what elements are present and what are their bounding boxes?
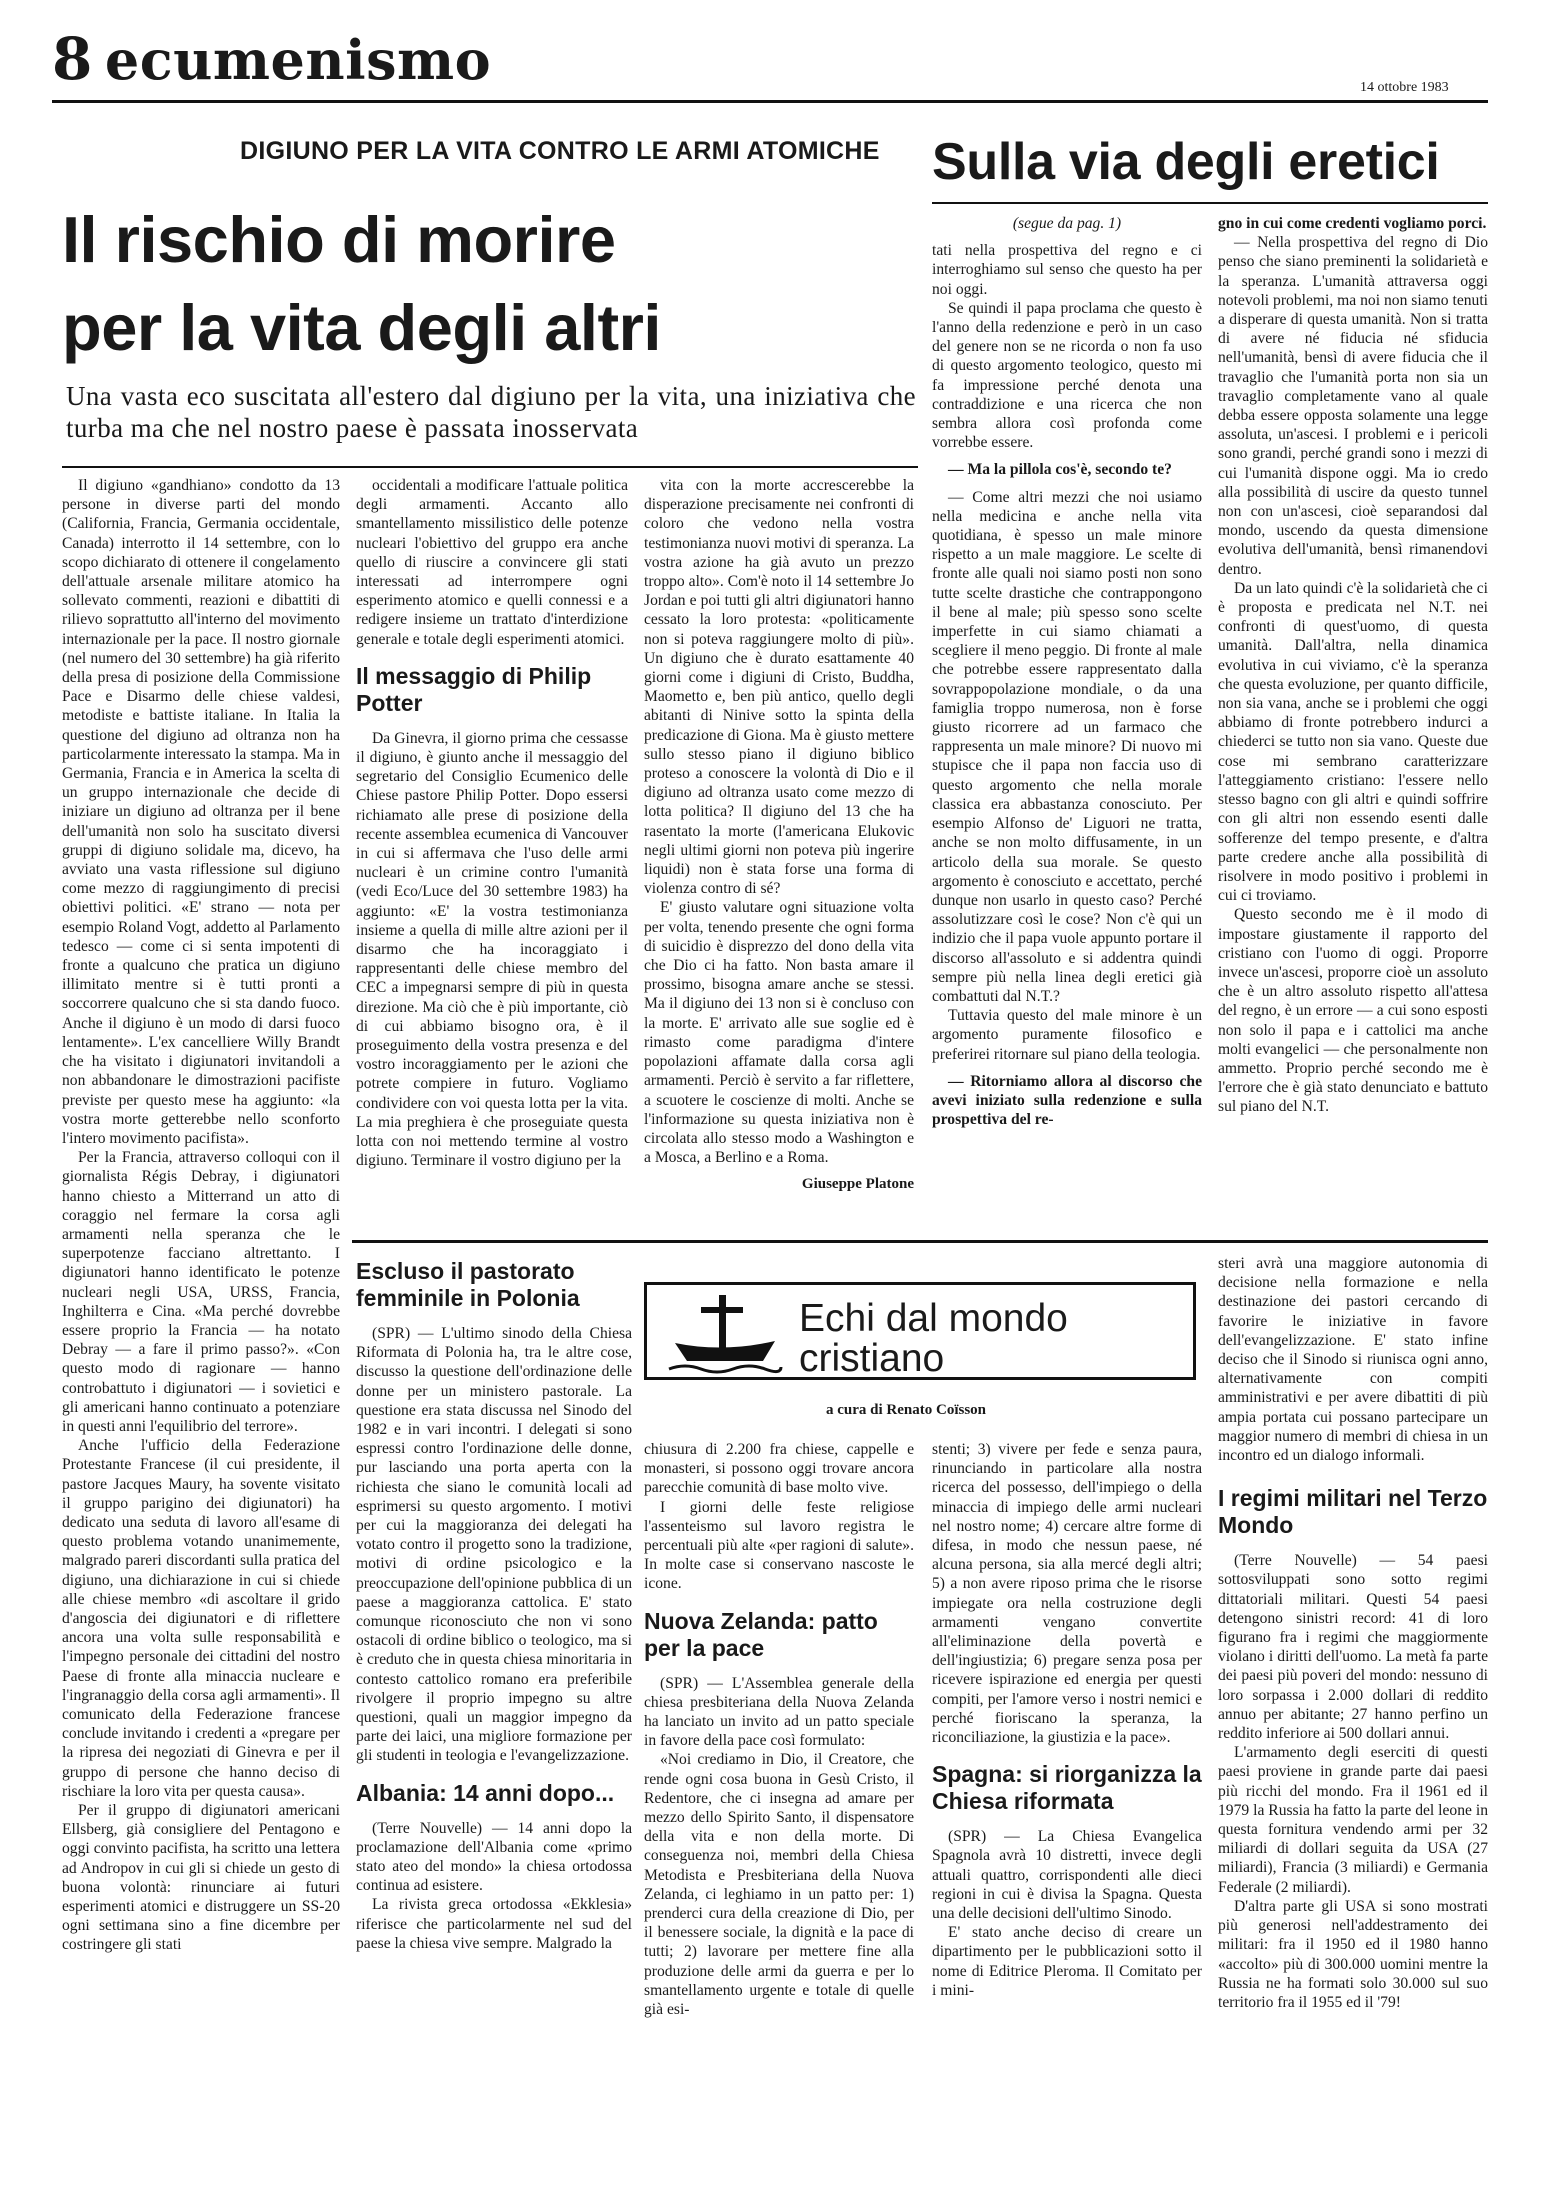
news-headline-spagna: Spagna: si riorganizza la Chiesa riformata [932, 1761, 1202, 1815]
article-headline [62, 196, 661, 372]
paragraph: vita con la morte accrescerebbe la disperazione precisamente nei confronti di coloro che vedono nella vostra testimonianza nuovi motivi di speranza. La vostra azione ha già avuto un prezzo troppo alto». Com'è noto il 14 settembre Jo Jordan e poi tutti gli altri digiunatori hanno cessato la loro protesta: «politicamente non si poteva raggiungere molto di più». Un digiuno che è durato esattamente 40 giorni come i digiuni di Cristo, Buddha, Maometto e, ben più antico, quello degli abitanti di Ninive sotto la spinta della predicazione di Giona. Ma è giusto mettere sullo stesso piano il digiuno biblico proteso a conoscere la volontà di Dio e il digiuno ad oltranza usato come mezzo di lotta politica? Il digiuno del 13 che ha rasentato la morte (l'americana Elukovic negli ultimi giorni non poteva più ingerire liquidi) non è stata forse una forma di violenza contro di sé? [644, 477, 914, 898]
paragraph: La rivista greca ortodossa «Ekklesia» riferisce che particolarmente nel sud del paese la chiesa vive sempre. Malgrado la [356, 1896, 632, 1952]
paragraph: Il digiuno «gandhiano» condotto da 13 persone in diverse parti del mondo (California, Francia, Germania occidentale, Canada) interrotto il 14 settembre, con lo scopo dichiarato di ottenere il congelamento dell'attuale arsenale militare atomico ha sollevato commenti, reazioni e dibattiti di rilievo soprattutto all'interno del movimento internazionale per la pace. Il nostro giornale (nel numero del 30 settembre) ha già riferito della presa di posizione della Commissione Pace e Disarmo delle chiese valdesi, metodiste e battiste italiane. In Italia la questione del digiuno ad oltranza non ha particolarmente interessato la stampa. Ma in Germania, Francia e in America la scelta di un gruppo internazionale che decide di iniziare un digiuno ad oltranza per il bene dell'umanità non solo ha suscitato diversi gruppi di digiuno solidale ma, dicevo, ha avviato una vasta riflessione sul digiuno come mezzo di raggiungimento di precisi obiettivi politici. «E' strano — nota per esempio Roland Vogt, addetto al Parlamento tedesco — come ci si senta impotenti di fronte a qualcuno che pratica un digiuno illimitato mentre si è tutti pronti a soccorrere qualcuno che si sta dando fuoco. Anche il digiuno è un modo di darsi fuoco lentamente». L'ex cancelliere Willy Brandt che ha visitato i digiunatori invitandoli a non abbandonare le dimostrazioni pacifiste previste per questo mese ha aggiunto: «la vostra morte getterebbe nello sconforto l'intero movimento pacifista». [62, 477, 340, 1147]
paragraph: (Terre Nouvelle) — 54 paesi sottosviluppati sono sotto regimi dittatoriali militari. Questi 54 paesi detengono sinistri record: 41 di loro figurano fra i regimi che maggiormente violano i diritti dell'uomo. La metà fa parte dei paesi più poveri del mondo: nessuno di loro sorpassa i 2.000 dollari di reddito annuo per abitante; 27 hanno perfino un reddito inferiore ai 500 dollari annui. [1218, 1552, 1488, 1743]
section-divider [352, 1240, 1488, 1243]
deck-rule [62, 466, 918, 468]
paragraph: Da un lato quindi c'è la solidarietà che ci è proposta e predicata nel N.T. nei confronti di quest'uomo, di questa umanità. Dall'altra, nella dinamica evolutiva in cui viviamo, c'è la speranza che questa evoluzione, per quanto difficile, non sia vana, anche se i problemi che oggi abbiamo di fronte potrebbero indurci a chiederci se tutto non sia vano. Queste due cose mi sembrano caratterizzare l'atteggiamento cristiano: l'essere nello stesso bagno con gli altri e quindi soffrire con gli altri non essendo esenti dalle sofferenze del tempo presente, e d'altra parte credere anche alla possibilità di risolvere in modo positivo i problemi in cui ci troviamo. [1218, 579, 1488, 905]
headline-line-1: Il rischio di morire [62, 203, 616, 276]
masthead-rule [52, 100, 1488, 103]
paragraph: E' giusto valutare ogni situazione volta per volta, tenendo presente che ogni forma di suicidio è disprezzo del dono della vita che Dio ci ha fatto. Non basta amare il prossimo, bisogna amare anche se stessi. Ma il digiuno dei 13 non si è concluso con la morte. E' arrivato alle sue soglie ed è rimasto come paradigma d'intere popolazioni affamate dalla corsa agli armamenti. Perciò è servito a far riflettere, a scuotere le coscienze di molti. Anche se l'informazione su questa iniziativa non è circolata allo stesso modo a Washington e a Mosca, a Berlino e a Roma. [644, 899, 914, 1167]
article-deck: Una vasta eco suscitata all'estero dal digiuno per la vita, una iniziativa che turba ma che nel nostro paese è passata inosservata [66, 381, 916, 443]
paragraph: Questo secondo me è il modo di impostare giustamente il rapporto del cristiano con l'uomo di oggi. Proporre invece un'ascesi, proporre cioè un assoluto che è un altro assoluto rispetto all'attesa del regno, è un errore — a cui sono esposti non solo il papa e i cattolici ma anche molti evangelici — che personalmente non ammetto. Proprio perché secondo me è l'errore che è già stato denunciato e battuto sul piano del N.T. [1218, 906, 1488, 1116]
interview-question: — Ritorniamo allora al discorso che avevi iniziato sulla redenzione e sulla prospettiva del re- [932, 1072, 1202, 1129]
paragraph: occidentali a modificare l'attuale politica degli armamenti. Accanto allo smantellamento missilistico delle potenze nucleari l'obiettivo del gruppo era anche quello di riuscire a convincere gli stati interessati ad interrompere ogni esperimento atomico e quelli connessi e a redigere insieme un trattato d'interdizione generale e totale degli esperimenti atomici. [356, 477, 628, 648]
paragraph: steri avrà una maggiore autonomia di decisione nella formazione e nella destinazione dei pastori cercando di favorire le iniziative in favore dell'evangelizzazione. E' stato infine deciso che il Sinodo si riunisca ogni anno, alternativamente con compiti amministrativi e per avere dibattiti di più ampia portata cui possano partecipare un maggior numero di membri di chiesa in un incontro ed un dialogo informali. [1218, 1255, 1488, 1465]
paragraph: Anche l'ufficio della Federazione Protestante Francese (il cui presidente, il pastore Jacques Maury, ha sovente visitato il gruppo parigino dei digiunatori) ha dedicato una seduta di lavoro all'esame di questo problema votando unanimemente, malgrado pareri discordanti sulla pratica del digiuno, una dichiarazione in cui si chiede alle chiese membro «di ascoltare il grido d'angoscia dei digiunatori e di riflettere ancora una volta sulle responsabilità e l'impegno personale dei cittadini del nostro Paese di fronte alla minaccia nucleare e l'ingranaggio della corsa agli armamenti». Il comunicato della Federazione francese conclude invitando i credenti a «pregare per la ripresa dei negoziati di Ginevra e per il gruppo di persone che hanno deciso di rischiare la loro vita per questa causa». [62, 1437, 340, 1800]
section-title: ecumenismo [104, 28, 492, 92]
paragraph: Se quindi il papa proclama che questo è l'anno della redenzione e però in un caso del genere non se ne ricorda o non fa uso di questo argomento teologico, questo mi fa impressione perché denota una contraddizione e una ricerca che non sembra allora così profonda come vorrebbe essere. [932, 299, 1202, 452]
subheading: Il messaggio di Philip Potter [356, 662, 592, 716]
news-headline-terzo-mondo: I regimi militari nel Terzo Mondo [1218, 1485, 1488, 1539]
news-column-terzo-mondo [1218, 1254, 1488, 2176]
paragraph: Da Ginevra, il giorno prima che cessasse il digiuno, è giunto anche il messaggio del segretario del Consiglio Ecumenico delle Chiese pastore Philip Potter. Dopo essersi richiamato alle prese di posizione della recente assemblea ecumenica di Vancouver in cui si affermava che l'uso delle armi nucleari è un crimine contro l'umanità (vedi Eco/Luce del 30 settembre 1983) ha aggiunto: «E' la vostra testimonianza insieme a quella di mille altre azioni per il disarmo che ha incoraggiato i rappresentanti delle chiese membro del CEC a impegnarsi sempre di più in questa direzione. Ma ciò che è più importante, ciò di cui abbiamo bisogno ora, è il proseguimento della vostra presenza e del vostro incoraggiamento per le azioni che potrete compiere in futuro. Vogliamo condividere con voi questa lotta per la vita. La mia preghiera è che proseguiate questa lotta con noi mettendo termine al vostro digiuno. Terminare il vostro digiuno per la [356, 729, 628, 1170]
paragraph: I giorni delle feste religiose l'assenteismo sul lavoro registra le percentuali più alte «per ragioni di salute». In molte case si conservano nascoste le icone. [644, 1498, 914, 1593]
paragraph: (SPR) — La Chiesa Evangelica Spagnola avrà 10 distretti, invece degli attuali quattro, corrispondenti alle dieci regioni in cui è divisa la Spagna. Questa una delle decisioni dell'ultimo Sinodo. [932, 1828, 1202, 1923]
echi-title-line-2: cristiano [799, 1337, 945, 1380]
main-column-2 [356, 476, 628, 1226]
eretici-head-rule [932, 202, 1488, 204]
paragraph: D'altra parte gli USA si sono mostrati più generosi nell'addestramento dei militari: fra il 1950 ed il 1980 hanno «accolto» più di 300.000 uomini mentre la Russia ne ha formati solo 30.000 sul suo territorio fra il 1955 ed il '79! [1218, 1897, 1488, 2011]
paragraph: tati nella prospettiva del regno e ci interroghiamo sul senso che questo ha per noi oggi. [932, 242, 1202, 298]
news-column-spagna [932, 1440, 1202, 2176]
paragraph: gno in cui come credenti vogliamo porci. [1218, 215, 1487, 232]
paragraph: Per il gruppo di digiunatori americani Ellsberg, già consigliere del Pentagono e oggi convinto pacifista, ha scritto una lettera ad Andropov in cui gli si chiede un gesto di buona volontà: rinunciare ai futuri esperimenti atomici e distruggere un SS-20 ogni settimana sino a fine dicembre per costringere gli stati [62, 1802, 340, 1954]
news-headline-polonia: Escluso il pastorato femminile in Polonia [356, 1258, 580, 1311]
masthead [52, 25, 492, 93]
cross-ship-icon [665, 1291, 785, 1375]
paragraph: (SPR) — L'Assemblea generale della chiesa presbiteriana della Nuova Zelanda ha lanciato un invito ad un patto speciale in favore della pace così formulato: [644, 1674, 914, 1750]
paragraph: E' stato anche deciso di creare un dipartimento per le pubblicazioni sotto il nome di Editrice Pleroma. Il Comitato per i mini- [932, 1924, 1202, 1999]
eretici-column-2 [1218, 214, 1488, 1232]
headline-line-2: per la vita degli altri [62, 291, 661, 364]
news-headline-zelanda: Nuova Zelanda: patto per la pace [644, 1607, 878, 1661]
news-column-zelanda [644, 1440, 914, 2176]
paragraph: «Noi crediamo in Dio, il Creatore, che rende ogni cosa buona in Gesù Cristo, il Redentore, che ci insegna ad amare per mezzo dello Spirito Santo, il dispensatore della vita e non della morte. Di conseguenza noi, membri della Chiesa Metodista e Presbiteriana della Nuova Zelanda, ci leghiamo in un patto per: 1) prenderci cura della creazione di Dio, per il benessere sociale, la dignità e la pace di tutti; 2) lavorare per mettere fine alla produzione delle armi da guerra e per lo smantellamento urgente e totale di quelle già esi- [644, 1751, 914, 2019]
news-column-polonia [356, 1254, 632, 2176]
page-number: 8 [52, 25, 93, 93]
paragraph: chiusura di 2.200 fra chiese, cappelle e monasteri, si possono oggi trovare ancora parecchie comunità di base molto vive. [644, 1441, 914, 1497]
continuation-note: (segue da pag. 1) [1012, 215, 1122, 232]
paragraph: (Terre Nouvelle) — 14 anni dopo la proclamazione dell'Albania come «primo stato ateo del mondo» la chiesa ortodossa continua ad esistere. [356, 1819, 632, 1895]
echi-title [799, 1299, 1068, 1379]
paragraph: L'armamento degli eserciti di questi paesi proviene in grande parte dai paesi più ricchi del mondo. Fra il 1961 ed il 1979 la Russia ha fatto la parte del leone in questa fornitura vendendo armi per 32 miliardi di dollari seguita da USA (27 miliardi), Francia (3 miliardi) e Germania Federale (2 miliardi). [1218, 1744, 1488, 1896]
article-kicker: DIGIUNO PER LA VITA CONTRO LE ARMI ATOMICHE [240, 137, 880, 165]
interview-question: — Ma la pillola cos'è, secondo te? [948, 461, 1172, 479]
echi-byline: a cura di Renato Coïsson [826, 1402, 987, 1418]
echi-banner [644, 1282, 1196, 1380]
paragraph: — Nella prospettiva del regno di Dio penso che siano preminenti la solidarietà e la speranza. L'umanità attraversa oggi notevoli problemi, ma noi non siamo tenuti a disperare di questa umanità. Non si tratta di avere né fiducia né sfiducia nell'umanità, bensì di avere fiducia che il travaglio che l'umanità porta non sia un travaglio completamente vano al quale debba essere opposta solamente una legge assoluta, un'ascesi. I problemi e i pericoli sono grandi, perché grandi sono i mezzi di cui l'umanità dispone oggi. Ma io credo alla possibilità di uscire da questo tunnel non con un'ascesi, cioè separandosi dal mondo, uscendo da questa dimensione evolutiva dell'umanità, bensì rimanendovi dentro. [1218, 234, 1488, 578]
eretici-headline: Sulla via degli eretici [932, 133, 1440, 191]
echi-title-line-1: Echi dal mondo [799, 1297, 1068, 1340]
paragraph: (SPR) — L'ultimo sinodo della Chiesa Riformata di Polonia ha, tra le altre cose, discusso la questione dell'ordinazione delle donne per un ministero pastorale. La questione era stata discussa nel Sinodo del 1982 e in vari incontri. I delegati si sono espressi contro l'ordinazione delle donne, pur lasciando una porta aperta con la richiesta che siano le comunità locali ad esprimersi su questo argomento. I motivi per cui la maggioranza dei delegati ha votato contro il progetto sono la tradizione, motivi di ordine psicologico e la preoccupazione dell'opinione pubblica di un paese a maggioranza cattolica. E' stato comunque riconosciuto che non vi sono ostacoli di ordine biblico o teologico, ma si è creduto che in questa chiesa minoritaria in contesto cattolico romano era preferibile rivolgere il proprio impegno su altre questioni, quali un maggior impegno da parte dei laici, una migliore formazione per gli studenti in teologia e l'evangelizzazione. [356, 1325, 632, 1765]
paragraph: Tuttavia questo del male minore è un argomento puramente filosofico e preferirei ritornare sul piano della teologia. [932, 1007, 1202, 1063]
issue-date: 14 ottobre 1983 [1360, 80, 1449, 95]
main-column-3 [644, 476, 914, 1236]
main-column-1 [62, 476, 340, 2176]
paragraph: stenti; 3) vivere per fede e senza paura, rinunciando in particolare alla nostra ricerca del possesso, dell'impiego o della minaccia di impiego delle armi nucleari nel nostro nome; 4) cercare altre forme di difesa, in modo che nessun paese, né alcuna persona, sia alla mercé degli altri; 5) a non avere riposo prima che le risorse impiegate ora nella costruzione degli armamenti vengano convertite all'eliminazione della povertà e dell'ingiustizia; 6) pregare senza posa per ricevere ispirazione ed energia per questi compiti, per l'amore verso i nostri nemici e perché fioriscano la speranza, la riconciliazione, la giustizia e la pace». [932, 1441, 1202, 1747]
article-signature: Giuseppe Platone [801, 1176, 914, 1193]
paragraph: Per la Francia, attraverso colloqui con il giornalista Régis Debray, i digiunatori hanno chiesto a Mitterrand un atto di coraggio nel fermare la corsa agli armamenti nella speranza che le superpotenze facciano altrettanto. I digiunatori hanno identificato le potenze nucleari negli USA, URSS, Francia, Inghilterra e Cina. «Ma perché dovrebbe essere proprio la Francia — ha notato Debray — a fare il primo passo?». «Con questo modo di ragionare — hanno controbattuto i digiunatori — i sovietici e gli americani hanno continuato a potenziare in questi anni l'equilibrio del terrore». [62, 1149, 340, 1435]
paragraph: — Come altri mezzi che noi usiamo nella medicina e anche nella vita quotidiana, è spesso un male minore rispetto a un male maggiore. Le scelte di fronte alle quali noi siamo posti non sono tutte scelte drastiche che contrappongono il bene al male; più spesso sono scelte imperfette in cui siamo chiamati a scegliere il meno peggio. Di fronte al male che potrebbe essere rappresentato dalla sovrappopolazione mondiale, o da una famiglia troppo numerosa, non è forse giusto ricorrere ad un farmaco che rappresenta un male minore? Di nuovo mi stupisce che il papa non faccia uso di questo argomento che nella morale classica era abbastanza conosciuto. Per esempio Alfonso de' Liguori ne tratta, anche se non molto diffusamente, in un articolo della sua morale. Se questo argomento è conosciuto e accettato, perché dunque non usarlo in questo caso? Perché assolutizzare così le cose? Non c'è qui un indizio che il papa vuole appunto portare il discorso all'assoluto e si addentra quindi sempre più nella linea degli eretici già combattuti dal N.T.? [932, 488, 1202, 1005]
news-headline-albania: Albania: 14 anni dopo... [356, 1779, 615, 1806]
eretici-column-1 [932, 214, 1202, 1232]
